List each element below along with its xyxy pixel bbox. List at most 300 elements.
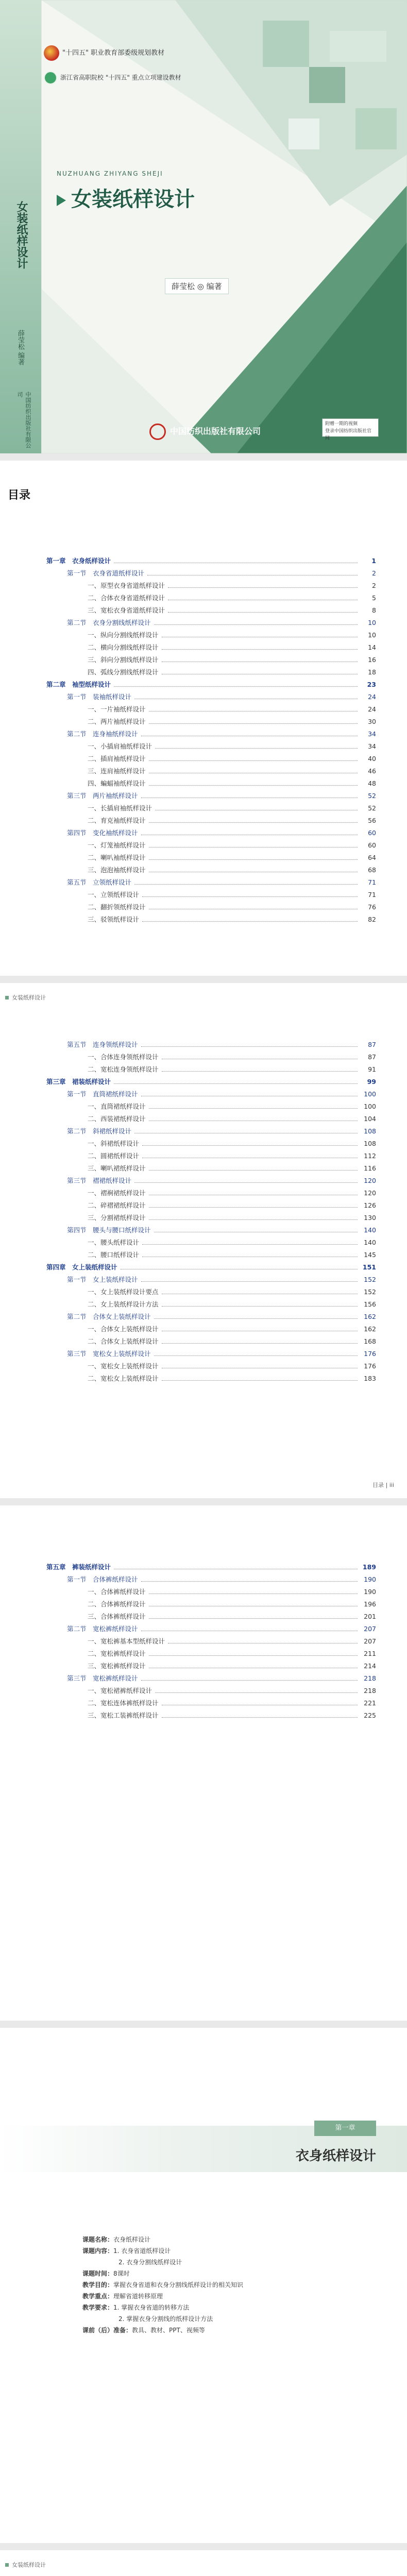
- toc-entry-page: 48: [368, 779, 376, 787]
- toc-entry-page: 34: [368, 730, 376, 738]
- toc-entry-page: 108: [364, 1140, 376, 1147]
- toc-entry-title: 第四章 女上装纸样设计: [46, 1263, 117, 1271]
- toc-entry-page: 151: [362, 1263, 376, 1271]
- chapter-title: 衣身纸样设计: [295, 2148, 376, 2164]
- toc-entry-title: 一、长插肩袖纸样设计: [88, 804, 152, 812]
- toc-entry[interactable]: [46, 1176, 376, 1188]
- toc-entry[interactable]: [46, 556, 376, 568]
- toc-leader: [162, 1071, 358, 1072]
- toc-leader: [162, 1306, 358, 1307]
- toc-leader: [154, 1355, 358, 1356]
- toc-entry[interactable]: [46, 1238, 376, 1250]
- toc-entry-title: 二、腰口纸样设计: [88, 1251, 140, 1259]
- toc-page-1: [0, 461, 407, 976]
- spine-publisher: 中国纺织出版社有限公司: [16, 392, 31, 448]
- toc-entry-title: 第五节 连身领纸样设计: [67, 1041, 138, 1048]
- toc-entry[interactable]: [46, 1312, 376, 1324]
- toc-entry-title: 三、泡泡袖纸样设计: [88, 866, 146, 874]
- toc-entry-page: 10: [368, 631, 376, 639]
- toc-entry[interactable]: [46, 1649, 376, 1661]
- toc-leader: [149, 785, 358, 786]
- toc-leader: [168, 587, 358, 588]
- toc-entry-title: 第五节 立领纸样设计: [67, 878, 132, 886]
- chapter-info-label: 课题名称：: [82, 2236, 114, 2243]
- chapter-info-label: 教学目的：: [82, 2281, 114, 2289]
- toc-entry-page: 100: [364, 1103, 376, 1110]
- toc-entry[interactable]: [46, 1275, 376, 1287]
- toc-entry[interactable]: [46, 1200, 376, 1213]
- toc-entry-title: 二、育克袖纸样设计: [88, 817, 146, 824]
- toc-entry-page: 225: [364, 1711, 376, 1719]
- toc-page-3: [0, 1505, 407, 2021]
- title-pinyin: NUZHUANG ZHIYANG SHEJI: [57, 170, 163, 177]
- page-footer: 目录 | iii: [372, 1482, 394, 1488]
- province-badge-icon: [44, 71, 57, 84]
- chapter-opener: [0, 2028, 407, 2543]
- toc-entry[interactable]: [46, 853, 376, 865]
- toc-entry[interactable]: [46, 766, 376, 778]
- toc-entry[interactable]: [46, 1126, 376, 1139]
- toc-leader: [149, 723, 358, 724]
- toc-entry-page: 183: [364, 1375, 376, 1382]
- toc-leader: [141, 1581, 358, 1582]
- toc-entry[interactable]: [46, 1287, 376, 1299]
- toc-entry[interactable]: [46, 741, 376, 754]
- book-title: 女装纸样设计: [57, 183, 195, 212]
- toc-entry[interactable]: [46, 581, 376, 593]
- toc-entry-title: 一、原型衣身省道纸样设计: [88, 582, 165, 589]
- toc-entry-title: 一、斜裙纸样设计: [88, 1140, 140, 1147]
- toc-entry[interactable]: [46, 1698, 376, 1710]
- toc-leader: [149, 1207, 358, 1208]
- toc-entry-title: 第三章 裙装纸样设计: [46, 1078, 111, 1086]
- toc-entry[interactable]: [46, 1562, 376, 1574]
- toc-entry[interactable]: [46, 1661, 376, 1673]
- toc-entry[interactable]: [46, 1686, 376, 1698]
- toc-list: [46, 1040, 376, 1386]
- toc-entry[interactable]: [46, 1213, 376, 1225]
- toc-entry[interactable]: [46, 1612, 376, 1624]
- toc-leader: [154, 624, 358, 625]
- series-line1: "十四五" 职业教育部委级规划教材: [44, 45, 164, 61]
- toc-entry-title: 第五章 裤装纸样设计: [46, 1563, 111, 1571]
- toc-entry-page: 176: [364, 1362, 376, 1370]
- toc-entry-page: 190: [364, 1588, 376, 1596]
- chapter-info-value: 掌握衣身省道和衣身分割线纸样设计的相关知识: [113, 2281, 244, 2289]
- toc-entry-title: 第三节 褶裙纸样设计: [67, 1177, 132, 1184]
- toc-entry[interactable]: [46, 840, 376, 853]
- toc-entry[interactable]: [46, 568, 376, 581]
- page-header: 女装纸样设计: [5, 2561, 46, 2569]
- chapter-info-value: 1. 衣身省道纸样设计: [113, 2247, 171, 2255]
- toc-leader: [149, 1655, 358, 1656]
- toc-entry-page: 207: [364, 1625, 376, 1633]
- toc-entry[interactable]: [46, 1089, 376, 1101]
- toc-entry[interactable]: [46, 717, 376, 729]
- toc-entry-page: 176: [364, 1350, 376, 1358]
- toc-entry[interactable]: [46, 1574, 376, 1587]
- toc-entry-title: 三、连肩袖纸样设计: [88, 767, 146, 775]
- toc-entry-title: 第一节 装袖纸样设计: [67, 693, 132, 701]
- toc-entry-page: 156: [364, 1300, 376, 1308]
- toc-list: [46, 556, 376, 927]
- toc-entry-page: 196: [364, 1600, 376, 1608]
- toc-entry[interactable]: [46, 1673, 376, 1686]
- toc-entry-title: 第一节 直筒裙纸样设计: [67, 1090, 138, 1098]
- toc-entry[interactable]: [46, 1188, 376, 1200]
- toc-entry[interactable]: [46, 1040, 376, 1052]
- toc-entry[interactable]: [46, 680, 376, 692]
- toc-entry-title: 第四节 变化袖纸样设计: [67, 829, 138, 837]
- toc-entry-page: 207: [364, 1637, 376, 1645]
- toc-entry-title: 一、一片袖纸样设计: [88, 705, 146, 713]
- toc-entry[interactable]: [46, 890, 376, 902]
- toc-entry-title: 三、宽松工装裤纸样设计: [88, 1711, 159, 1719]
- toc-entry-page: 201: [364, 1613, 376, 1620]
- toc-entry-page: 52: [368, 804, 376, 812]
- toc-entry[interactable]: [46, 1163, 376, 1176]
- toc-entry-title: 第三节 两片袖纸样设计: [67, 792, 138, 800]
- toc-entry-title: 二、圆裙纸样设计: [88, 1152, 140, 1160]
- toc-entry-page: 168: [364, 1337, 376, 1345]
- toc-heading: 目录: [8, 489, 31, 502]
- toc-entry[interactable]: [46, 1599, 376, 1612]
- toc-entry-page: 18: [368, 668, 376, 676]
- page-separator: [0, 976, 407, 983]
- toc-entry-title: 三、喇叭裙纸样设计: [88, 1164, 146, 1172]
- toc-leader: [142, 896, 358, 897]
- toc-entry[interactable]: [46, 1624, 376, 1636]
- toc-entry-page: 221: [364, 1699, 376, 1707]
- toc-entry-title: 二、翻折领纸样设计: [88, 903, 146, 911]
- toc-entry[interactable]: [46, 630, 376, 642]
- toc-entry-title: 第一节 衣身省道纸样设计: [67, 569, 145, 577]
- toc-leader: [142, 1145, 358, 1146]
- chapter-info-row: [82, 2279, 330, 2291]
- toc-entry-page: 211: [364, 1650, 376, 1657]
- toc-leader: [162, 1343, 358, 1344]
- chapter-info-value: 1. 掌握衣身省道的转移方法: [113, 2304, 190, 2311]
- toc-entry-page: 2: [372, 582, 376, 589]
- chapter-info-label: 教学要求：: [82, 2304, 114, 2311]
- toc-entry[interactable]: [46, 642, 376, 655]
- toc-leader: [149, 859, 358, 860]
- toc-entry-page: 190: [364, 1575, 376, 1583]
- toc-entry-page: 40: [368, 755, 376, 762]
- toc-entry-page: 145: [364, 1251, 376, 1259]
- toc-leader: [149, 847, 358, 848]
- toc-entry[interactable]: [46, 1114, 376, 1126]
- toc-entry-page: 2: [372, 569, 376, 577]
- toc-entry[interactable]: [46, 914, 376, 927]
- chapter-info-value: 2. 衣身分割线纸样设计: [118, 2259, 182, 2266]
- toc-entry-title: 二、两片袖纸样设计: [88, 718, 146, 725]
- toc-leader: [142, 1244, 358, 1245]
- qr-note: 附赠一期的视频 登录中国纺织出版社官网: [322, 418, 379, 437]
- toc-entry-page: 64: [368, 854, 376, 861]
- toc-entry[interactable]: [46, 605, 376, 618]
- toc-entry[interactable]: [46, 729, 376, 741]
- toc-entry-title: 二、碎褶裙纸样设计: [88, 1201, 146, 1209]
- toc-entry-title: 第二节 宽松裤纸样设计: [67, 1625, 138, 1633]
- toc-entry[interactable]: [46, 791, 376, 803]
- toc-entry[interactable]: [46, 803, 376, 816]
- toc-entry-page: 60: [368, 841, 376, 849]
- chapter-info-value: 2. 掌握衣身分割线的纸样设计方法: [118, 2315, 213, 2323]
- toc-entry[interactable]: [46, 593, 376, 605]
- toc-leader: [149, 1108, 358, 1109]
- publisher-logo: 中国纺织出版社有限公司: [149, 423, 261, 440]
- page-separator: [0, 2021, 407, 2028]
- toc-entry-page: 218: [364, 1674, 376, 1682]
- toc-entry-title: 三、驳领纸样设计: [88, 916, 140, 923]
- toc-entry-page: 56: [368, 817, 376, 824]
- chapter-tab: 第一章: [314, 2121, 376, 2136]
- toc-entry[interactable]: [46, 1077, 376, 1089]
- toc-entry-page: 14: [368, 643, 376, 651]
- toc-entry-page: 99: [367, 1078, 376, 1086]
- toc-entry-page: 120: [364, 1189, 376, 1197]
- chapter-info-label: 课前（后）准备：: [82, 2327, 132, 2334]
- toc-entry-title: 一、腰头纸样设计: [88, 1239, 140, 1246]
- toc-entry-page: 24: [368, 693, 376, 701]
- toc-entry-title: 一、女上装纸样设计要点: [88, 1288, 159, 1296]
- toc-entry-title: 三、合体裤纸样设计: [88, 1613, 146, 1620]
- toc-entry-page: 116: [364, 1164, 376, 1172]
- toc-leader: [168, 612, 358, 613]
- toc-entry-page: 46: [368, 767, 376, 775]
- toc-entry[interactable]: [46, 1139, 376, 1151]
- toc-entry-page: 91: [368, 1065, 376, 1073]
- toc-entry-title: 一、灯笼袖纸样设计: [88, 841, 146, 849]
- toc-entry-page: 76: [368, 903, 376, 911]
- chapter-info-row: [82, 2257, 330, 2268]
- toc-entry-title: 二、合体衣身省道纸样设计: [88, 594, 165, 602]
- toc-entry-page: 87: [368, 1041, 376, 1048]
- toc-entry-page: 16: [368, 656, 376, 664]
- toc-entry[interactable]: [46, 816, 376, 828]
- toc-entry-title: 二、插肩袖纸样设计: [88, 755, 146, 762]
- toc-entry-title: 二、西装裙纸样设计: [88, 1115, 146, 1123]
- toc-entry-page: 1: [371, 557, 376, 565]
- toc-leader: [114, 686, 358, 687]
- toc-entry-page: 60: [368, 829, 376, 837]
- toc-leader: [162, 1717, 358, 1718]
- toc-entry-title: 三、分割裙纸样设计: [88, 1214, 146, 1222]
- toc-entry-title: 一、宽松裙裤纸样设计: [88, 1687, 152, 1694]
- chapter-info-value: 衣身纸样设计: [113, 2236, 151, 2243]
- toc-entry-page: 100: [364, 1090, 376, 1098]
- toc-entry-page: 112: [364, 1152, 376, 1160]
- toc-entry[interactable]: [46, 692, 376, 704]
- series-badge-icon: [44, 45, 59, 61]
- toc-entry-title: 三、斜向分割线纸样设计: [88, 656, 159, 664]
- toc-entry-title: 第二节 连身袖纸样设计: [67, 730, 138, 738]
- toc-entry[interactable]: [46, 1587, 376, 1599]
- cover-geometric-art: [41, 0, 407, 453]
- chapter-info-value: 教具、教材、PPT、视频等: [132, 2327, 205, 2334]
- toc-entry[interactable]: [46, 1336, 376, 1349]
- chapter-info-row: [82, 2245, 330, 2257]
- toc-entry[interactable]: [46, 618, 376, 630]
- toc-entry-title: 第一章 衣身纸样设计: [46, 557, 111, 565]
- toc-entry-page: 140: [364, 1239, 376, 1246]
- toc-entry-title: 第一节 女上装纸样设计: [67, 1276, 138, 1283]
- toc-entry-title: 一、合体女上装纸样设计: [88, 1325, 159, 1333]
- chapter-info-label: 课题内容：: [82, 2247, 114, 2255]
- toc-entry[interactable]: [46, 667, 376, 680]
- toc-entry[interactable]: [46, 902, 376, 914]
- toc-entry[interactable]: [46, 655, 376, 667]
- toc-entry-page: 120: [364, 1177, 376, 1184]
- toc-entry-title: 一、褶裥裙纸样设计: [88, 1189, 146, 1197]
- toc-entry-title: 三、宽松裤纸样设计: [88, 1662, 146, 1670]
- publisher-mark-icon: [149, 423, 166, 440]
- toc-page-2: [0, 983, 407, 1498]
- chapter-info-row: [82, 2313, 330, 2325]
- toc-entry-title: 二、合体裤纸样设计: [88, 1600, 146, 1608]
- toc-entry-page: 126: [364, 1201, 376, 1209]
- section-page: [0, 2550, 407, 2576]
- spine-title: 女装纸样设计: [15, 201, 28, 269]
- toc-entry-title: 二、女上装纸样设计方法: [88, 1300, 159, 1308]
- toc-leader: [162, 1380, 358, 1381]
- play-triangle-icon: [57, 195, 66, 206]
- page-separator: [0, 2543, 407, 2550]
- toc-leader: [149, 760, 358, 761]
- toc-list: [46, 1562, 376, 1723]
- toc-entry-page: 24: [368, 705, 376, 713]
- toc-entry[interactable]: [46, 1151, 376, 1163]
- toc-entry-title: 一、宽松女上装纸样设计: [88, 1362, 159, 1370]
- toc-entry[interactable]: [46, 865, 376, 877]
- toc-entry[interactable]: [46, 1349, 376, 1361]
- chapter-info: [82, 2234, 330, 2336]
- spine-author: 薛莹松 编著: [16, 330, 24, 366]
- toc-entry-title: 一、合体裤纸样设计: [88, 1588, 146, 1596]
- toc-entry-page: 189: [362, 1563, 376, 1571]
- toc-entry[interactable]: [46, 1710, 376, 1723]
- toc-entry[interactable]: [46, 1374, 376, 1386]
- chapter-info-row: [82, 2302, 330, 2313]
- toc-entry-title: 一、直筒裙纸样设计: [88, 1103, 146, 1110]
- toc-entry[interactable]: [46, 1299, 376, 1312]
- toc-entry-page: 5: [372, 594, 376, 602]
- toc-entry-page: 30: [368, 718, 376, 725]
- toc-entry-title: 一、纵向分割线纸样设计: [88, 631, 159, 639]
- toc-leader: [154, 1318, 358, 1319]
- toc-leader: [149, 1618, 358, 1619]
- toc-leader: [141, 1046, 358, 1047]
- toc-entry[interactable]: [46, 1262, 376, 1275]
- toc-entry-title: 四、弧线分割线纸样设计: [88, 668, 159, 676]
- toc-entry-title: 二、宽松女上装纸样设计: [88, 1375, 159, 1382]
- toc-entry[interactable]: [46, 828, 376, 840]
- toc-entry-page: 152: [364, 1288, 376, 1296]
- toc-entry[interactable]: [46, 1225, 376, 1238]
- toc-entry-page: 34: [368, 742, 376, 750]
- toc-entry-page: 52: [368, 792, 376, 800]
- chapter-info-row: [82, 2291, 330, 2302]
- page-header: 女装纸样设计: [5, 993, 46, 1002]
- toc-leader: [134, 1182, 358, 1183]
- toc-entry-page: 82: [368, 916, 376, 923]
- chapter-info-label: 教学重点：: [82, 2293, 114, 2300]
- toc-entry[interactable]: [46, 1101, 376, 1114]
- toc-entry[interactable]: [46, 1250, 376, 1262]
- toc-entry-title: 第二节 合体女上装纸样设计: [67, 1313, 151, 1320]
- toc-entry-page: 162: [364, 1313, 376, 1320]
- toc-leader: [114, 1083, 358, 1084]
- toc-entry[interactable]: [46, 704, 376, 717]
- toc-entry-page: 87: [368, 1053, 376, 1061]
- toc-entry-page: 10: [368, 619, 376, 626]
- toc-entry-page: 108: [364, 1127, 376, 1135]
- toc-entry-title: 二、横向分割线纸样设计: [88, 643, 159, 651]
- toc-entry-title: 二、宽松裤纸样设计: [88, 1650, 146, 1657]
- toc-leader: [155, 748, 358, 749]
- toc-entry-title: 第三节 宽松裤纸样设计: [67, 1674, 138, 1682]
- toc-entry[interactable]: [46, 1052, 376, 1064]
- toc-entry-title: 第四节 腰头与腰口纸样设计: [67, 1226, 151, 1234]
- toc-leader: [149, 1170, 358, 1171]
- toc-entry-title: 四、蝙蝠袖纸样设计: [88, 779, 146, 787]
- chapter-info-row: [82, 2234, 330, 2245]
- toc-entry[interactable]: [46, 1361, 376, 1374]
- toc-entry-title: 二、宽松连体裤纸样设计: [88, 1699, 159, 1707]
- toc-entry[interactable]: [46, 1636, 376, 1649]
- toc-entry-title: 一、合体连身领纸样设计: [88, 1053, 159, 1061]
- author-box: 薛莹松 ◎ 编著: [165, 278, 229, 294]
- toc-entry-page: 218: [364, 1687, 376, 1694]
- toc-entry-title: 一、小插肩袖纸样设计: [88, 742, 152, 750]
- toc-leader: [155, 1692, 358, 1693]
- toc-entry-title: 第一节 合体裤纸样设计: [67, 1575, 138, 1583]
- toc-entry-title: 第二章 袖型纸样设计: [46, 681, 111, 688]
- toc-entry-page: 71: [368, 878, 376, 886]
- toc-entry-title: 二、合体女上装纸样设计: [88, 1337, 159, 1345]
- chapter-info-row: [82, 2325, 330, 2336]
- chapter-info-row: [82, 2268, 330, 2279]
- toc-entry-title: 第二节 衣身分割线纸样设计: [67, 619, 151, 626]
- toc-leader: [149, 1219, 358, 1220]
- toc-entry-page: 68: [368, 866, 376, 874]
- toc-entry-title: 第三节 宽松女上装纸样设计: [67, 1350, 151, 1358]
- toc-leader: [141, 1680, 358, 1681]
- book-cover: [0, 0, 407, 453]
- toc-entry-page: 23: [367, 681, 376, 688]
- chapter-info-label: 课题时间：: [82, 2270, 114, 2277]
- toc-entry-page: 8: [372, 606, 376, 614]
- page-separator: [0, 453, 407, 461]
- toc-entry-page: 214: [364, 1662, 376, 1670]
- toc-entry[interactable]: [46, 1324, 376, 1336]
- toc-entry[interactable]: [46, 877, 376, 890]
- toc-entry-title: 三、宽松衣身省道纸样设计: [88, 606, 165, 614]
- toc-entry[interactable]: [46, 778, 376, 791]
- series-line2: 浙江省高职院校 "十四五" 重点立项建设教材: [44, 71, 181, 84]
- toc-entry[interactable]: [46, 754, 376, 766]
- chapter-info-value: 8课时: [113, 2270, 130, 2277]
- toc-leader: [142, 921, 358, 922]
- toc-entry-page: 140: [364, 1226, 376, 1234]
- toc-entry[interactable]: [46, 1064, 376, 1077]
- toc-leader: [149, 822, 358, 823]
- toc-entry-page: 130: [364, 1214, 376, 1222]
- toc-entry-page: 152: [364, 1276, 376, 1283]
- toc-leader: [134, 884, 358, 885]
- toc-leader: [162, 649, 358, 650]
